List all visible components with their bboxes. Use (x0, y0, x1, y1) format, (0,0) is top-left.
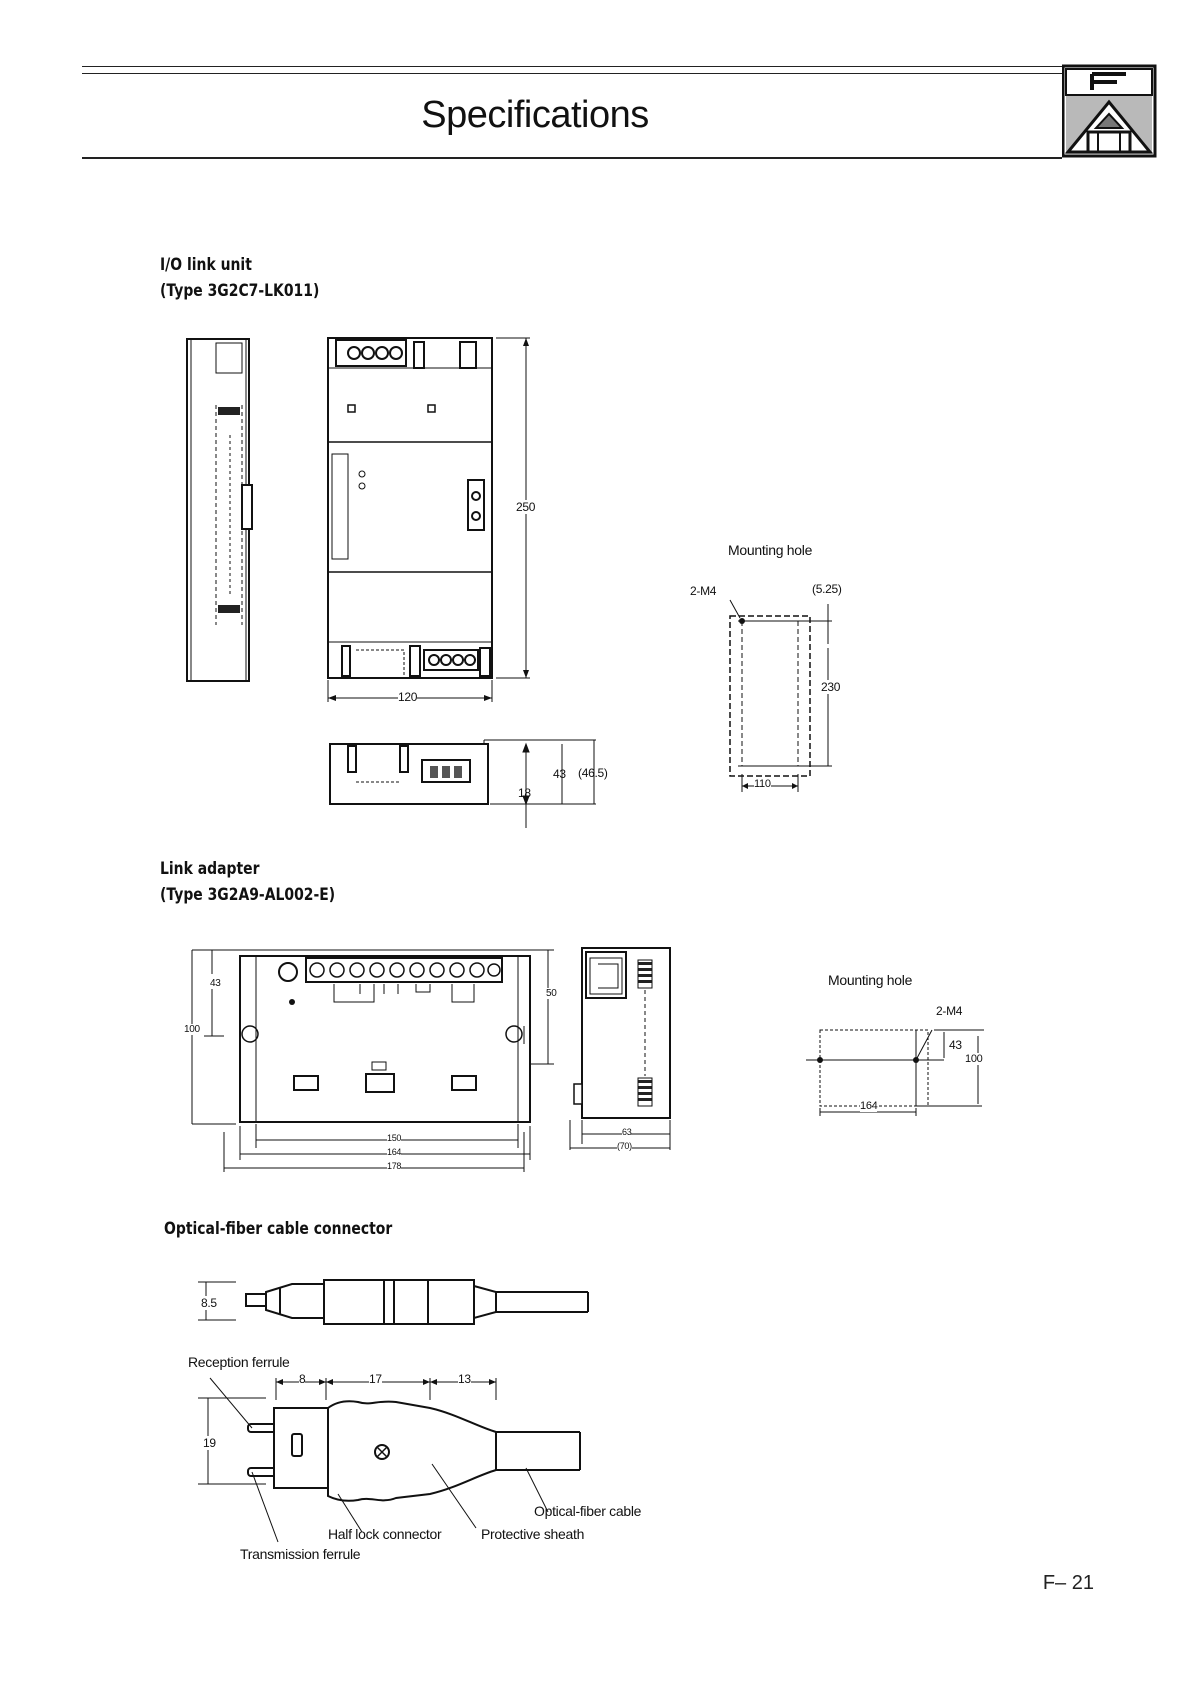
optical-dim-17: 17 (369, 1372, 382, 1386)
io-dim-43: 43 (553, 767, 566, 781)
la-dim-178: 178 (387, 1161, 402, 1171)
la-dim-100: 100 (184, 1024, 200, 1035)
page-number: F– 21 (1042, 1572, 1094, 1594)
optical-heading: Optical-fiber cable connector (164, 1219, 393, 1239)
la-mounting-screw: 2-M4 (936, 1004, 963, 1018)
io-mounting-hole-drawing (712, 596, 842, 792)
label-reception-ferrule: Reception ferrule (188, 1354, 290, 1370)
header-rule-bottom (82, 157, 1062, 159)
io-link-front-view (320, 330, 550, 710)
la-dim-164: 164 (387, 1147, 402, 1157)
label-transmission-ferrule: Transmission ferrule (240, 1546, 361, 1562)
io-dim-120: 120 (398, 690, 418, 704)
la-mounting-100: 100 (965, 1053, 983, 1065)
section-f-tab-icon (1062, 64, 1158, 160)
optical-dim-13: 13 (458, 1372, 471, 1386)
la-dim-43: 43 (210, 978, 221, 989)
la-dim-150: 150 (387, 1133, 402, 1143)
la-mounting-43: 43 (949, 1038, 962, 1052)
io-link-side-view (186, 335, 256, 685)
io-mounting-offset: (5.25) (812, 582, 842, 596)
label-optical-fiber-cable: Optical-fiber cable (534, 1503, 642, 1519)
io-dim-46-5: (46.5) (578, 766, 608, 780)
io-dim-250: 250 (516, 500, 536, 514)
header-rule-top (82, 66, 1062, 67)
la-dim-63: 63 (622, 1127, 632, 1137)
optical-dim-8: 8 (299, 1372, 306, 1386)
link-adapter-heading: Link adapter (Type 3G2A9-AL002-E) (160, 859, 336, 905)
io-mounting-title: Mounting hole (728, 542, 813, 558)
optical-dim-19: 19 (203, 1436, 216, 1450)
page-title: Specifications (421, 94, 649, 136)
la-dim-50: 50 (546, 988, 557, 999)
io-link-bottom-view (326, 736, 606, 832)
optical-side-view (196, 1372, 596, 1552)
io-link-heading: I/O link unit (Type 3G2C7-LK011) (160, 255, 320, 301)
header-rule-top-2 (82, 73, 1062, 74)
link-adapter-front-view (184, 944, 564, 1174)
optical-dim-8-5: 8.5 (201, 1296, 217, 1310)
la-dim-70: (70) (617, 1141, 632, 1151)
io-mounting-screw: 2-M4 (690, 584, 717, 598)
label-half-lock-connector: Half lock connector (328, 1526, 442, 1542)
la-mounting-title: Mounting hole (828, 972, 913, 988)
io-dim-18: 18 (518, 786, 531, 800)
la-mounting-hole-drawing (804, 1016, 994, 1116)
link-adapter-side-view (568, 944, 678, 1154)
io-mounting-110: 110 (754, 778, 771, 790)
optical-top-view (196, 1274, 606, 1334)
label-protective-sheath: Protective sheath (481, 1526, 585, 1542)
io-mounting-230: 230 (821, 680, 841, 694)
la-mounting-164: 164 (860, 1100, 878, 1112)
